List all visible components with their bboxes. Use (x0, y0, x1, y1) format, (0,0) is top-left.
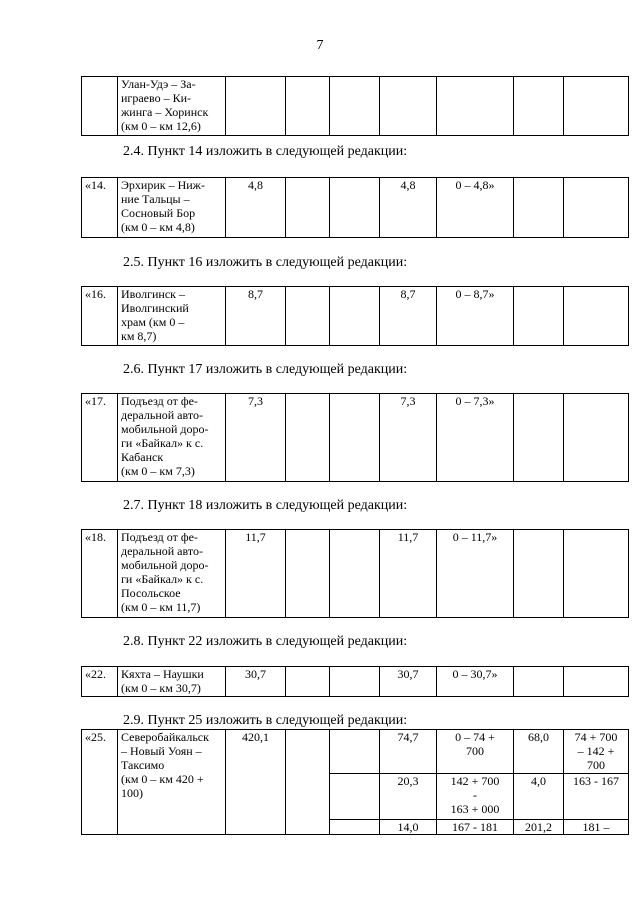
table-row (82, 287, 629, 346)
cell-length: 7,3 (226, 394, 286, 482)
table-row (82, 394, 629, 482)
cell-road (118, 77, 226, 136)
table-item-14 (81, 177, 629, 238)
cell-road: Подъезд от фе- деральной авто- мобильной доро- ги «Байкал» к с. Посольское (км 0 – км 11,7) (118, 530, 226, 618)
table-continuation (81, 76, 629, 136)
cell-range: 0 – 11,7» (437, 530, 514, 618)
cell-num: «17. (82, 394, 118, 482)
table-row (82, 667, 629, 697)
cell-range-2: 181 – (564, 820, 629, 835)
table-row (82, 77, 629, 136)
cell-road: Иволгинск – Иволгинский храм (км 0 – км 8,7) (118, 287, 226, 346)
section-title: 2.8. Пункт 22 изложить в следующей редакции: (123, 634, 408, 649)
cell-length-2: 30,7 (380, 667, 437, 697)
cell-range: 0 – 74 + 700 (437, 730, 514, 774)
table-item-16 (81, 286, 629, 346)
cell-length-2: 74,7 (380, 730, 437, 774)
cell-num: «16. (82, 287, 118, 346)
road-line: жинга – Хоринск (121, 105, 209, 119)
cell-num (82, 77, 118, 136)
cell-range: 0 – 30,7» (437, 667, 514, 697)
table-row (82, 730, 629, 774)
cell-length-2: 4,8 (380, 178, 437, 238)
road-line: (км 0 – км 12,6) (121, 119, 201, 133)
cell-range-2: 74 + 700 – 142 + 700 (564, 730, 629, 774)
road-line: играево – Ки- (121, 91, 192, 105)
cell-road: Северобайкальск – Новый Уоян – Таксимо (км 0 – км 420 + 100) (118, 730, 226, 835)
cell-length-2: 11,7 (380, 530, 437, 618)
table-row (82, 530, 629, 618)
cell-length: 8,7 (226, 287, 286, 346)
table-item-22 (81, 666, 629, 697)
section-title: 2.5. Пункт 16 изложить в следующей редакции: (123, 255, 408, 270)
cell-road: Подъезд от фе- деральной авто- мобильной доро- ги «Байкал» к с. Кабанск (км 0 – км 7,3) (118, 394, 226, 482)
cell-range: 0 – 8,7» (437, 287, 514, 346)
section-title: 2.9. Пункт 25 изложить в следующей редакции: (123, 713, 408, 728)
cell-length: 30,7 (226, 667, 286, 697)
cell-num: «18. (82, 530, 118, 618)
section-title: 2.7. Пункт 18 изложить в следующей редакции: (123, 498, 408, 513)
cell-range-2: 163 - 167 (564, 774, 629, 820)
table-item-18 (81, 529, 629, 618)
cell-range: 167 - 181 (437, 820, 514, 835)
cell-length: 11,7 (226, 530, 286, 618)
cell-value: 201,2 (514, 820, 564, 835)
table-item-25 (81, 729, 629, 835)
cell-num: «14. (82, 178, 118, 238)
section-title: 2.6. Пункт 17 изложить в следующей редакции: (123, 362, 408, 377)
cell-road: Кяхта – Наушки (км 0 – км 30,7) (118, 667, 226, 697)
table-row (82, 178, 629, 238)
table-item-17 (81, 393, 629, 482)
cell-length-2: 8,7 (380, 287, 437, 346)
cell-num: «22. (82, 667, 118, 697)
cell-length: 4,8 (226, 178, 286, 238)
cell-value: 4,0 (514, 774, 564, 820)
cell-length: 420,1 (226, 730, 286, 835)
cell-length-2: 20,3 (380, 774, 437, 820)
cell-length-2: 14,0 (380, 820, 437, 835)
cell-road: Эрхирик – Ниж- ние Тальцы – Сосновый Бор (км 0 – км 4,8) (118, 178, 226, 238)
page-number: 7 (316, 38, 324, 53)
cell-length-2: 7,3 (380, 394, 437, 482)
cell-range: 0 – 4,8» (437, 178, 514, 238)
cell-range: 142 + 700 - 163 + 000 (437, 774, 514, 820)
road-line: Улан-Удэ – За- (121, 77, 196, 91)
cell-num: «25. (82, 730, 118, 835)
cell-value: 68,0 (514, 730, 564, 774)
cell-range: 0 – 7,3» (437, 394, 514, 482)
section-title: 2.4. Пункт 14 изложить в следующей редакции: (123, 144, 408, 159)
